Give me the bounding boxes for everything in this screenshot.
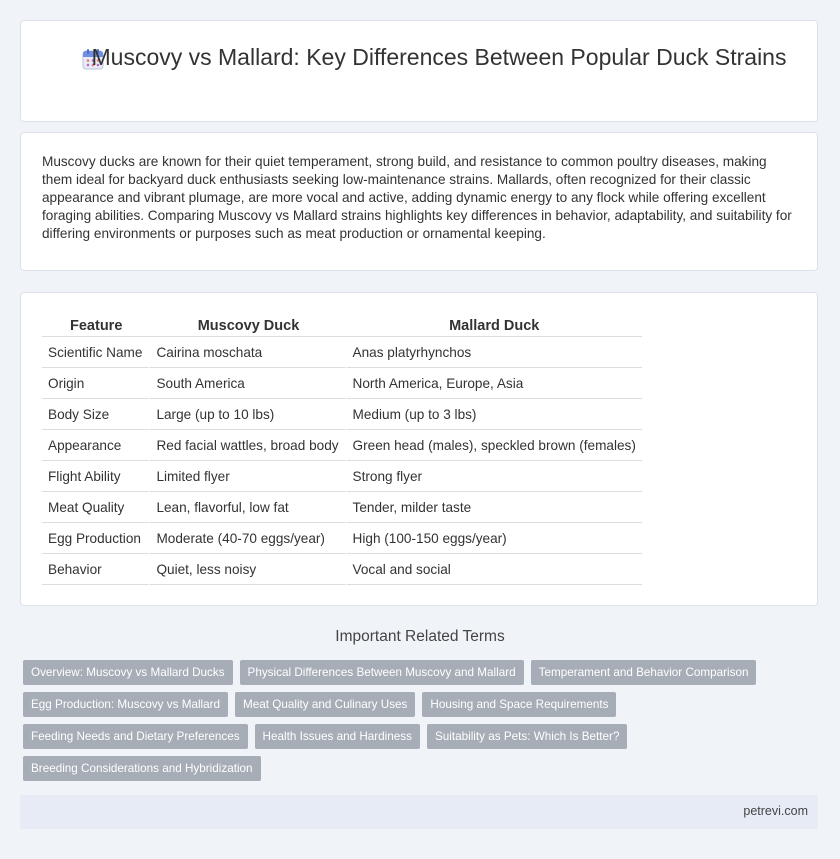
cell-feature: Origin bbox=[42, 368, 150, 399]
related-terms-title: Important Related Terms bbox=[335, 628, 505, 645]
cell-mallard: Medium (up to 3 lbs) bbox=[347, 399, 642, 430]
cell-mallard: Anas platyrhynchos bbox=[347, 337, 642, 368]
cell-feature: Appearance bbox=[42, 430, 150, 461]
cell-mallard: Green head (males), speckled brown (females) bbox=[347, 430, 642, 461]
header-muscovy: Muscovy Duck bbox=[150, 315, 346, 337]
related-term-tag[interactable]: Temperament and Behavior Comparison bbox=[531, 660, 757, 685]
cell-muscovy: Cairina moschata bbox=[150, 337, 346, 368]
cell-mallard: North America, Europe, Asia bbox=[347, 368, 642, 399]
cell-feature: Meat Quality bbox=[42, 492, 150, 523]
cell-feature: Behavior bbox=[42, 554, 150, 585]
cell-muscovy: South America bbox=[150, 368, 346, 399]
table-row bbox=[42, 337, 642, 368]
related-term-tag[interactable]: Housing and Space Requirements bbox=[422, 692, 616, 717]
footer bbox=[20, 795, 818, 829]
table-row bbox=[42, 554, 642, 585]
table-row bbox=[42, 399, 642, 430]
related-term-tag[interactable]: Egg Production: Muscovy vs Mallard bbox=[23, 692, 228, 717]
related-term-tag[interactable]: Meat Quality and Culinary Uses bbox=[235, 692, 415, 717]
comparison-card bbox=[20, 292, 818, 606]
header-mallard: Mallard Duck bbox=[347, 315, 642, 337]
related-term-tag[interactable]: Breeding Considerations and Hybridization bbox=[23, 756, 261, 781]
related-term-tag[interactable]: Physical Differences Between Muscovy and Mallard bbox=[240, 660, 524, 685]
cell-muscovy: Limited flyer bbox=[150, 461, 346, 492]
related-term-tag[interactable]: Health Issues and Hardiness bbox=[255, 724, 420, 749]
cell-muscovy: Red facial wattles, broad body bbox=[150, 430, 346, 461]
intro-card bbox=[20, 132, 818, 271]
table-header-row bbox=[42, 315, 642, 337]
table-row bbox=[42, 523, 642, 554]
footer-site: petrevi.com bbox=[743, 804, 808, 818]
cell-feature: Scientific Name bbox=[42, 337, 150, 368]
cell-mallard: Strong flyer bbox=[347, 461, 642, 492]
related-term-tag[interactable]: Overview: Muscovy vs Mallard Ducks bbox=[23, 660, 233, 685]
cell-muscovy: Quiet, less noisy bbox=[150, 554, 346, 585]
related-terms-list bbox=[23, 660, 813, 788]
page-title: Muscovy vs Mallard: Key Differences Between Popular Duck Strains bbox=[91, 44, 787, 70]
table-row bbox=[42, 461, 642, 492]
cell-feature: Egg Production bbox=[42, 523, 150, 554]
cell-mallard: Tender, milder taste bbox=[347, 492, 642, 523]
cell-feature: Body Size bbox=[42, 399, 150, 430]
table-row bbox=[42, 492, 642, 523]
cell-muscovy: Large (up to 10 lbs) bbox=[150, 399, 346, 430]
cell-muscovy: Lean, flavorful, low fat bbox=[150, 492, 346, 523]
intro-paragraph: Muscovy ducks are known for their quiet temperament, strong build, and resistance to common poultry diseases, making them ideal for backyard duck enthusiasts seeking low-maintenance strains. Mallards, often recognized for their classic appearance and vibrant plumage, are more vocal and active, adding dynamic energy to any flock while offering excellent foraging abilities. Comparing Muscovy vs Mallard strains highlights key differences in behavior, adaptability, and suitability for differing environments or purposes such as meat production or ornamental keeping. bbox=[42, 154, 792, 241]
related-term-tag[interactable]: Feeding Needs and Dietary Preferences bbox=[23, 724, 248, 749]
cell-muscovy: Moderate (40-70 eggs/year) bbox=[150, 523, 346, 554]
cell-feature: Flight Ability bbox=[42, 461, 150, 492]
cell-mallard: Vocal and social bbox=[347, 554, 642, 585]
cell-mallard: High (100-150 eggs/year) bbox=[347, 523, 642, 554]
header-card bbox=[20, 20, 818, 122]
header-feature: Feature bbox=[42, 315, 150, 337]
comparison-table bbox=[42, 315, 642, 585]
related-term-tag[interactable]: Suitability as Pets: Which Is Better? bbox=[427, 724, 627, 749]
table-row bbox=[42, 430, 642, 461]
table-row bbox=[42, 368, 642, 399]
